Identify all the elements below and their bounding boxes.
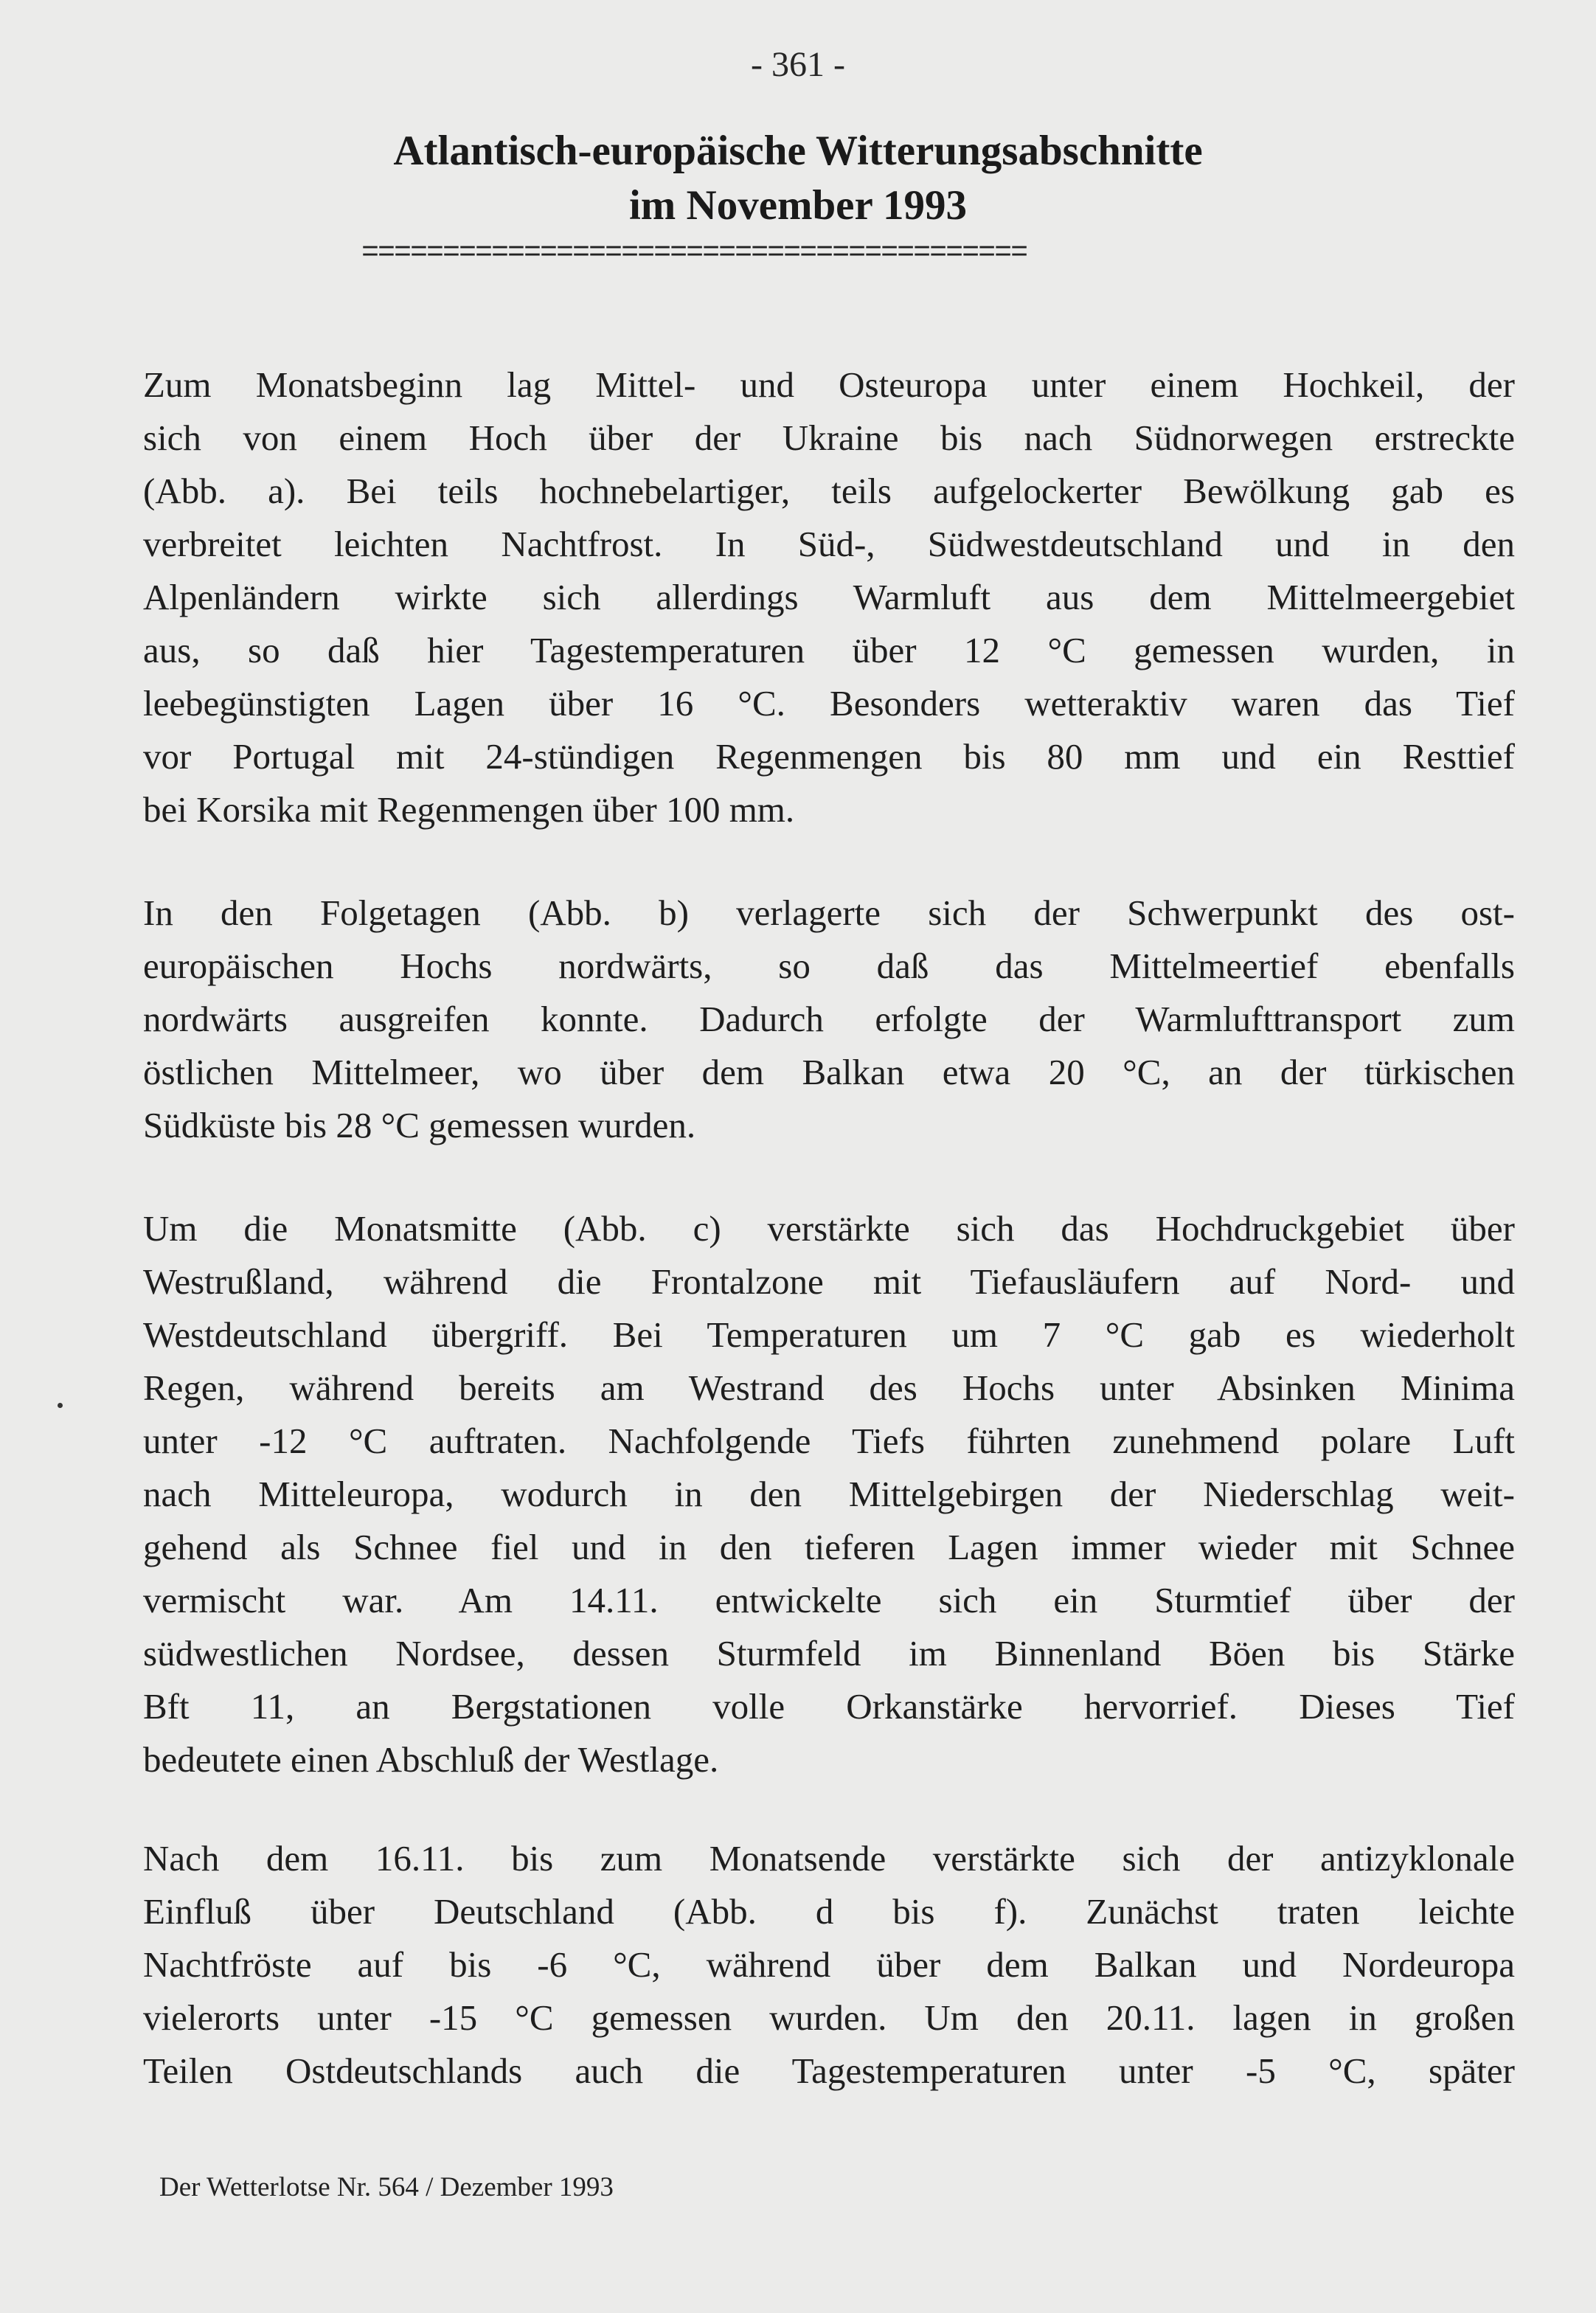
text-line: bei Korsika mit Regenmengen über 100 mm. [143,789,795,830]
text-line: Einfluß über Deutschland (Abb. d bis f). Zunächst traten leichte [143,1891,1515,1932]
text-line: bedeutete einen Abschluß der Westlage. [143,1739,719,1780]
title-line-2: im November 1993 [628,182,968,229]
paragraph-4 [143,1832,1515,2098]
text-line: unter -12 °C auftraten. Nachfolgende Tiefs führten zunehmend polare Luft [143,1421,1515,1461]
text-line: Westrußland, während die Frontalzone mit Tiefausläufern auf Nord- und [143,1261,1515,1302]
title-underline: ========================================= [361,240,1027,267]
text-line: vor Portugal mit 24-stündigen Regenmengen bis 80 mm und ein Resttief [143,736,1515,777]
text-line: vielerorts unter -15 °C gemessen wurden. Um den 20.11. lagen in großen [143,1997,1515,2038]
text-line: leebegünstigten Lagen über 16 °C. Besonders wetteraktiv waren das Tief [143,683,1515,724]
document-title [0,124,1596,233]
text-line: Zum Monatsbeginn lag Mittel- und Osteuropa unter einem Hochkeil, der [143,364,1515,405]
text-line: gehend als Schnee fiel und in den tieferen Lagen immer wieder mit Schnee [143,1527,1515,1567]
text-line: sich von einem Hoch über der Ukraine bis nach Südnorwegen erstreckte [143,417,1515,458]
text-line: Alpenländern wirkte sich allerdings Warmluft aus dem Mittelmeergebiet [143,577,1515,617]
text-line: In den Folgetagen (Abb. b) verlagerte sich der Schwerpunkt des ost- [143,892,1515,933]
page-number: - 361 - [751,45,845,84]
paragraph-3 [143,1202,1515,1786]
title-line-1: Atlantisch-europäische Witterungsabschnitte [393,128,1203,174]
text-line: Nach dem 16.11. bis zum Monatsende verstärkte sich der antizyklonale [143,1838,1515,1879]
text-line: östlichen Mittelmeer, wo über dem Balkan etwa 20 °C, an der türkischen [143,1052,1515,1092]
text-line: aus, so daß hier Tagestemperaturen über 12 °C gemessen wurden, in [143,630,1515,670]
text-line: vermischt war. Am 14.11. entwickelte sich ein Sturmtief über der [143,1580,1515,1620]
text-line: verbreitet leichten Nachtfrost. In Süd-, Südwestdeutschland und in den [143,524,1515,564]
text-line: (Abb. a). Bei teils hochnebelartiger, teils aufgelockerter Bewölkung gab es [143,471,1515,511]
paragraph-2 [143,887,1515,1152]
text-line: Westdeutschland übergriff. Bei Temperaturen um 7 °C gab es wiederholt [143,1314,1515,1355]
paragraph-1 [143,358,1515,836]
text-line: südwestlichen Nordsee, dessen Sturmfeld im Binnenland Böen bis Stärke [143,1633,1515,1674]
text-line: Um die Monatsmitte (Abb. c) verstärkte sich das Hochdruckgebiet über [143,1208,1515,1249]
text-line: Regen, während bereits am Westrand des Hochs unter Absinken Minima [143,1367,1515,1408]
text-line: europäischen Hochs nordwärts, so daß das Mittelmeertief ebenfalls [143,946,1515,986]
text-line: Bft 11, an Bergstationen volle Orkanstärke hervorrief. Dieses Tief [143,1686,1515,1727]
text-line: Teilen Ostdeutschlands auch die Tagestemperaturen unter -5 °C, später [143,2050,1515,2091]
text-line: nach Mitteleuropa, wodurch in den Mittelgebirgen der Niederschlag weit- [143,1474,1515,1514]
scan-speck [58,1403,63,1408]
page-footer: Der Wetterlotse Nr. 564 / Dezember 1993 [159,2172,614,2202]
text-line: Nachtfröste auf bis -6 °C, während über dem Balkan und Nordeuropa [143,1944,1515,1985]
text-line: Südküste bis 28 °C gemessen wurden. [143,1105,696,1145]
text-line: nordwärts ausgreifen konnte. Dadurch erfolgte der Warmlufttransport zum [143,999,1515,1039]
